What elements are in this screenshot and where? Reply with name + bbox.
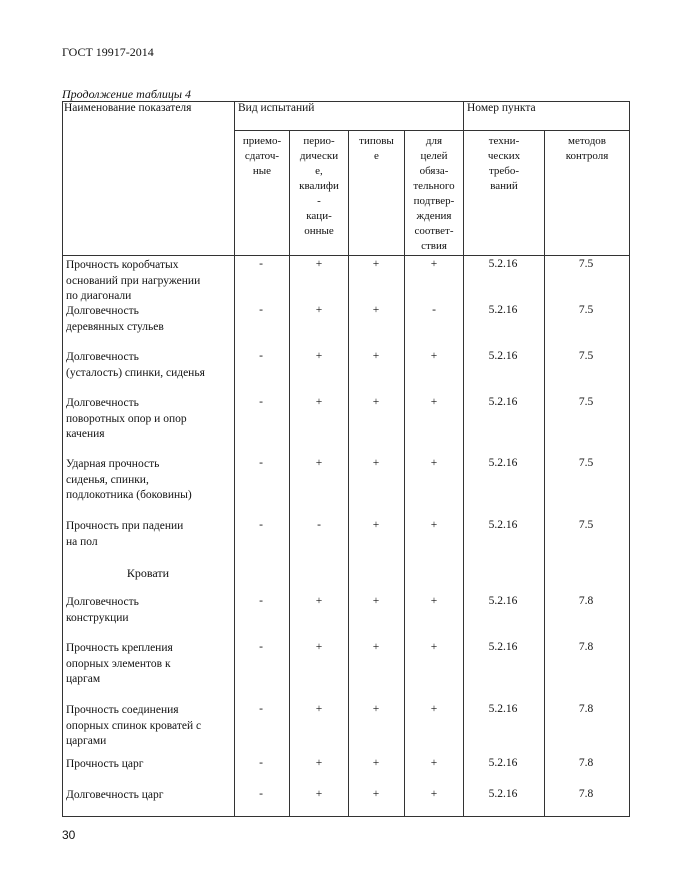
subheader-control-methods: методов контроля	[565, 135, 609, 162]
table-row	[0, 703, 680, 747]
cell-method: 7.8	[578, 641, 594, 653]
row-name: Долговечность царг	[66, 789, 164, 801]
cell-conformity: +	[430, 595, 438, 607]
cell-periodic: +	[315, 396, 323, 408]
cell-method: 7.5	[578, 304, 594, 316]
cell-method: 7.5	[578, 258, 594, 270]
cell-type: +	[372, 304, 380, 316]
row-name: Прочность соединения опорных спинок кроватей с царгами	[66, 704, 202, 747]
row-name: Прочность царг	[66, 758, 144, 770]
cell-clause: 5.2.16	[488, 457, 518, 469]
cell-periodic: +	[315, 350, 323, 362]
cell-clause: 5.2.16	[488, 519, 518, 531]
cell-acceptance: -	[259, 595, 263, 607]
cell-type: +	[372, 757, 380, 769]
cell-periodic: +	[315, 595, 323, 607]
cell-method: 7.8	[578, 788, 594, 800]
subheader-divider	[234, 130, 630, 131]
cell-method: 7.5	[578, 350, 594, 362]
cell-conformity: +	[430, 641, 438, 653]
table-row	[0, 350, 680, 380]
table-row	[0, 757, 680, 787]
cell-method: 7.8	[578, 757, 594, 769]
cell-type: +	[372, 703, 380, 715]
table-row	[0, 595, 680, 625]
cell-acceptance: -	[259, 703, 263, 715]
table-row	[0, 258, 680, 302]
cell-clause: 5.2.16	[488, 396, 518, 408]
cell-method: 7.5	[578, 519, 594, 531]
cell-acceptance: -	[259, 350, 263, 362]
column-group-test-type: Вид испытаний	[238, 102, 315, 114]
cell-clause: 5.2.16	[488, 304, 518, 316]
subheader-technical-requirements: техни- ческих требо- ваний	[487, 135, 521, 192]
subheader-acceptance: приемо- сдаточ- ные	[242, 135, 282, 177]
section-row	[0, 566, 680, 596]
cell-type: +	[372, 595, 380, 607]
cell-clause: 5.2.16	[488, 641, 518, 653]
subheader-periodic: перио- дически е, квалифи - каци- онные	[299, 135, 339, 237]
row-name: Долговечность (усталость) спинки, сиденья	[66, 351, 205, 379]
cell-clause: 5.2.16	[488, 788, 518, 800]
document-id: ГОСТ 19917-2014	[62, 45, 154, 59]
cell-periodic: +	[315, 304, 323, 316]
row-name: Прочность крепления опорных элементов к царгам	[66, 642, 173, 685]
cell-periodic: +	[315, 641, 323, 653]
table-row	[0, 519, 680, 549]
cell-periodic: +	[315, 258, 323, 270]
cell-conformity: +	[430, 457, 438, 469]
row-name: Долговечность поворотных опор и опор качения	[66, 397, 187, 440]
cell-periodic: +	[315, 703, 323, 715]
table-caption: Продолжение таблицы 4	[62, 87, 192, 101]
cell-type: +	[372, 519, 380, 531]
cell-conformity: +	[430, 258, 438, 270]
cell-method: 7.8	[578, 595, 594, 607]
table-row	[0, 788, 680, 818]
cell-method: 7.5	[578, 396, 594, 408]
cell-acceptance: -	[259, 396, 263, 408]
cell-clause: 5.2.16	[488, 595, 518, 607]
cell-periodic: +	[315, 788, 323, 800]
cell-acceptance: -	[259, 757, 263, 769]
column-header-name: Наименование показателя	[64, 102, 192, 114]
cell-acceptance: -	[259, 788, 263, 800]
cell-periodic: +	[315, 757, 323, 769]
row-name: Долговечность конструкции	[66, 596, 139, 624]
cell-type: +	[372, 641, 380, 653]
cell-conformity: -	[432, 304, 436, 316]
cell-conformity: +	[430, 350, 438, 362]
cell-clause: 5.2.16	[488, 258, 518, 270]
table-row	[0, 457, 680, 501]
cell-periodic: -	[317, 519, 321, 531]
cell-acceptance: -	[259, 641, 263, 653]
subheader-conformity: для целей обяза- тельного подтвер- ждения соответ- ствия	[413, 135, 455, 252]
cell-conformity: +	[430, 703, 438, 715]
cell-type: +	[372, 258, 380, 270]
cell-type: +	[372, 457, 380, 469]
section-title: Кровати	[126, 566, 170, 580]
table-row	[0, 396, 680, 440]
cell-acceptance: -	[259, 304, 263, 316]
subheader-type: типовы е	[359, 135, 394, 162]
cell-conformity: +	[430, 788, 438, 800]
cell-conformity: +	[430, 519, 438, 531]
cell-type: +	[372, 788, 380, 800]
table-row	[0, 304, 680, 334]
row-name: Долговечность деревянных стульев	[66, 305, 164, 333]
row-name: Прочность при падении на пол	[66, 520, 184, 548]
row-name: Прочность коробчатых оснований при нагружении по диагонали	[66, 259, 201, 302]
cell-clause: 5.2.16	[488, 757, 518, 769]
cell-type: +	[372, 396, 380, 408]
cell-method: 7.5	[578, 457, 594, 469]
row-name: Ударная прочность сиденья, спинки, подлокотника (боковины)	[66, 458, 192, 501]
cell-acceptance: -	[259, 457, 263, 469]
cell-type: +	[372, 350, 380, 362]
cell-acceptance: -	[259, 258, 263, 270]
cell-periodic: +	[315, 457, 323, 469]
cell-method: 7.8	[578, 703, 594, 715]
table-row	[0, 641, 680, 685]
cell-conformity: +	[430, 396, 438, 408]
page-number: 30	[62, 828, 76, 842]
column-group-clause: Номер пункта	[467, 102, 536, 114]
cell-conformity: +	[430, 757, 438, 769]
cell-clause: 5.2.16	[488, 703, 518, 715]
cell-clause: 5.2.16	[488, 350, 518, 362]
cell-acceptance: -	[259, 519, 263, 531]
